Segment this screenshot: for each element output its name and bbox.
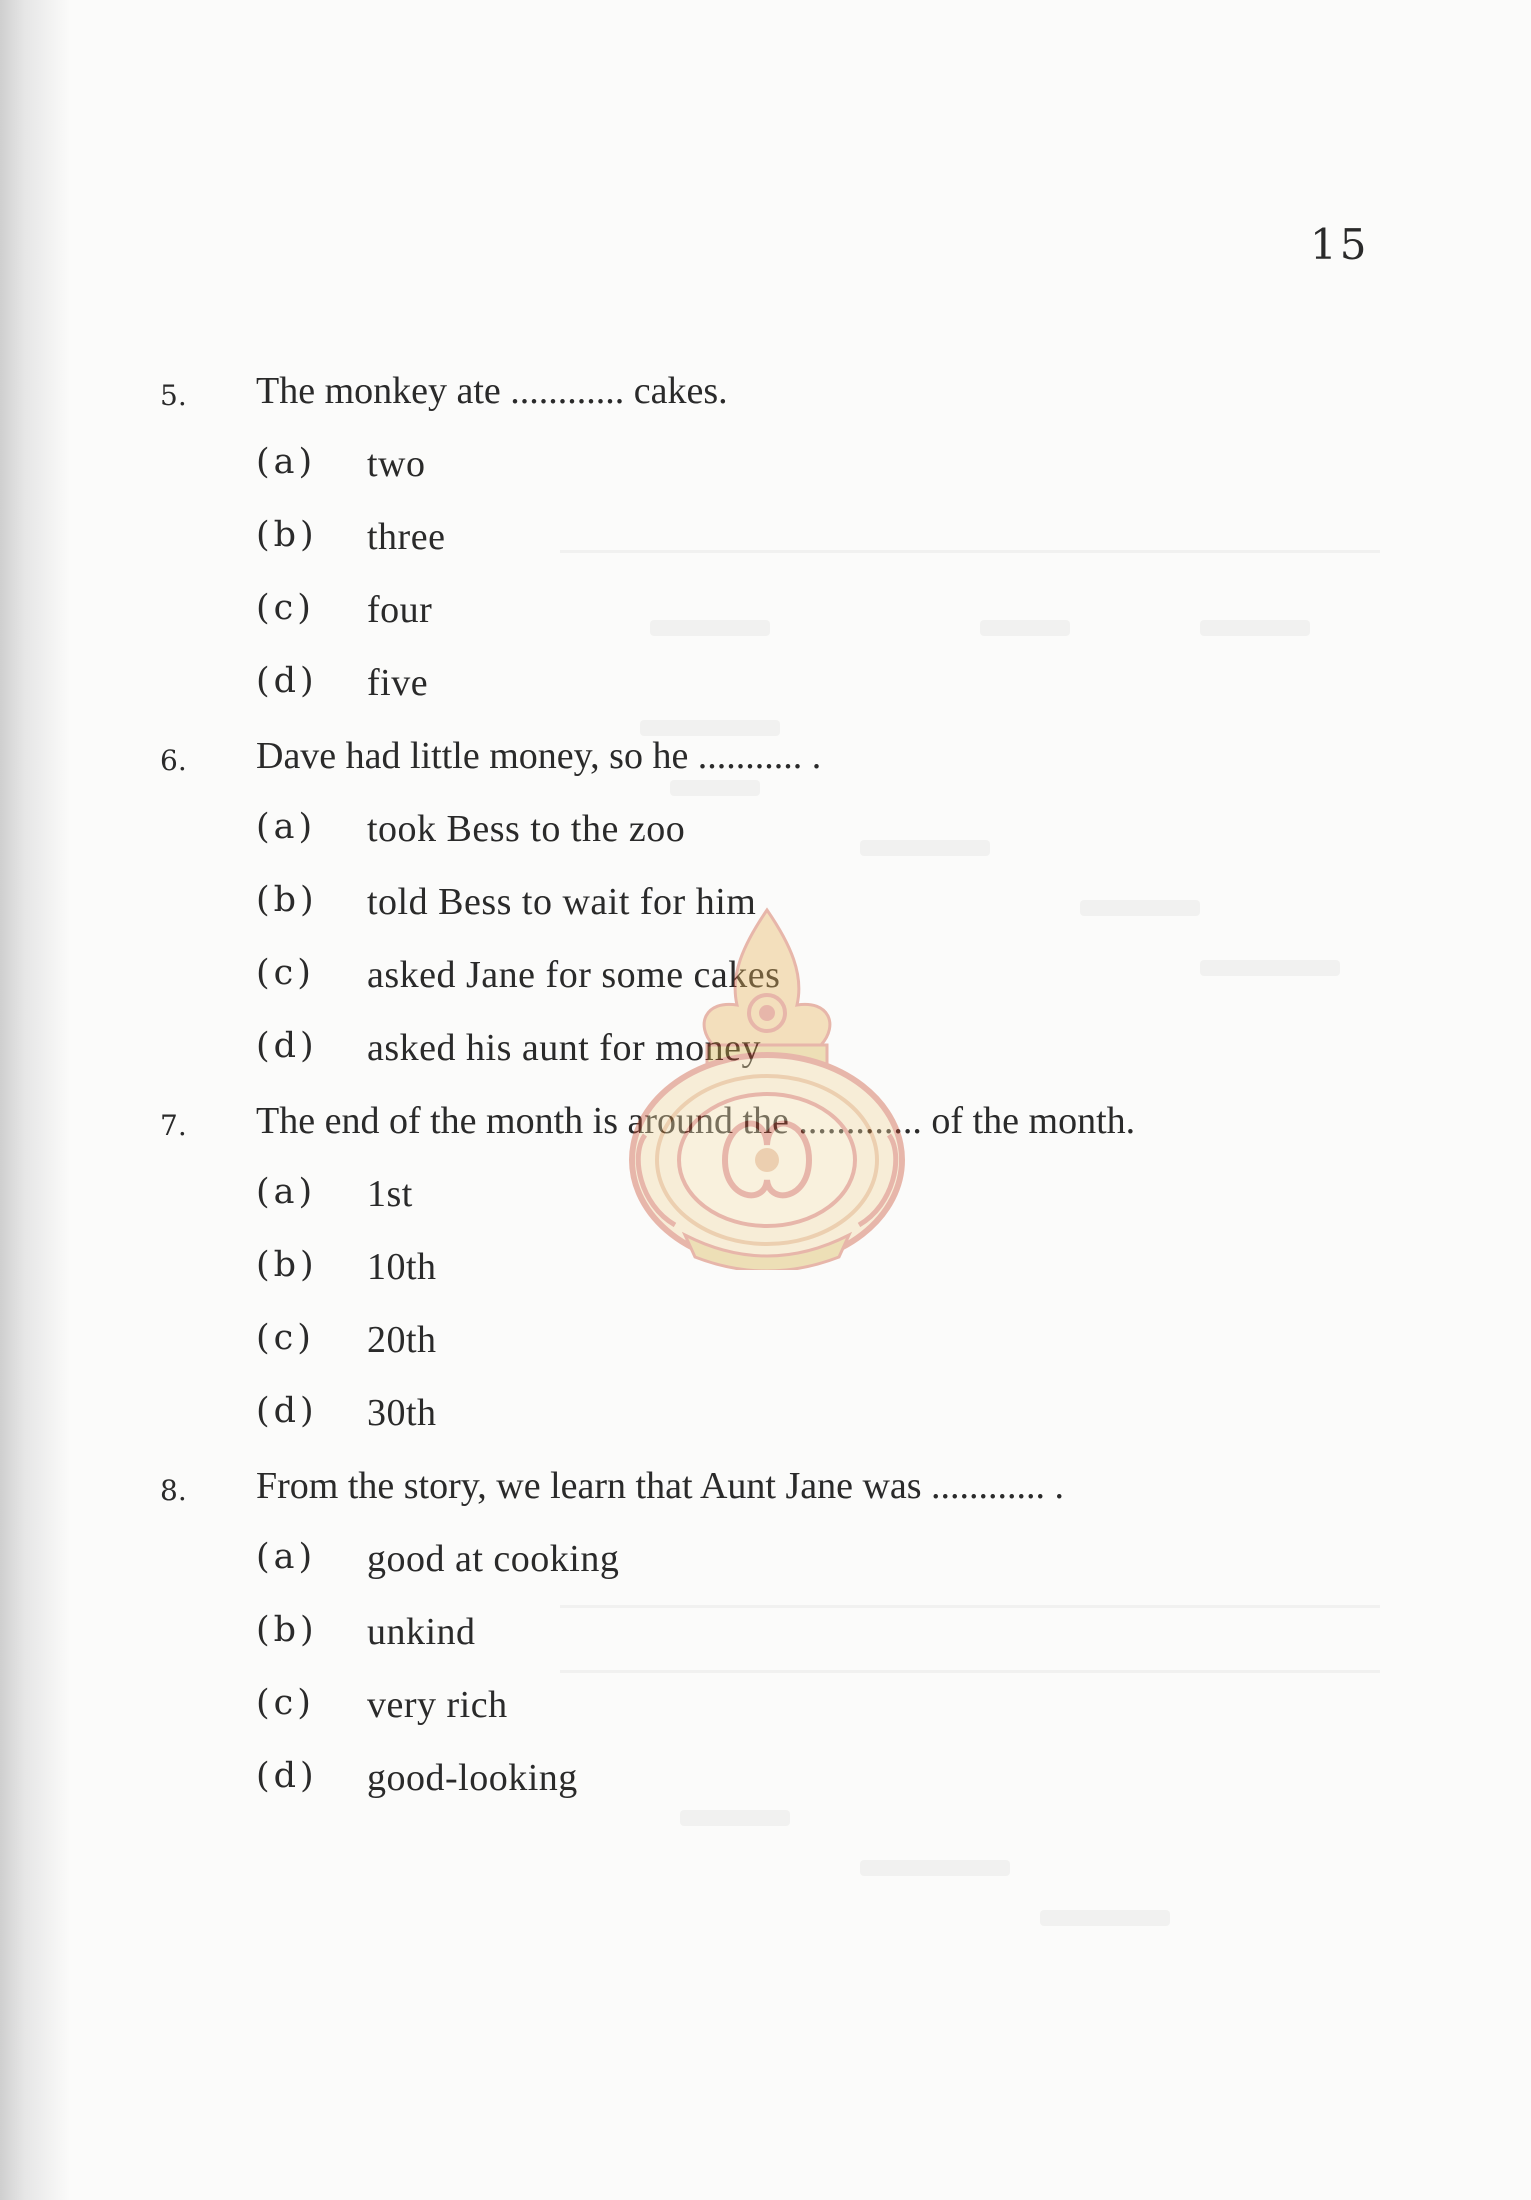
question-stem: Dave had little money, so he ........... .: [256, 735, 822, 777]
option-letter: (a): [256, 1537, 317, 1577]
question-number: 8.: [160, 1474, 187, 1507]
option-letter: (b): [256, 1610, 318, 1650]
option-d: [0, 1752, 1531, 1825]
option-letter: (d): [256, 1391, 318, 1431]
option-text: 30th: [367, 1392, 437, 1434]
question-7: [0, 1095, 1531, 1460]
question-number: 5.: [160, 379, 187, 412]
option-text: asked Jane for some cakes: [367, 954, 781, 996]
option-letter: (a): [256, 807, 317, 847]
option-text: good-looking: [367, 1757, 578, 1799]
option-letter: (d): [256, 661, 318, 701]
option-letter: (b): [256, 880, 318, 920]
option-letter: (b): [256, 1245, 318, 1285]
option-d: [0, 1387, 1531, 1460]
question-number: 6.: [160, 744, 187, 777]
question-stem: The monkey ate ............ cakes.: [256, 370, 728, 412]
question-stem-row: [0, 365, 1531, 438]
option-letter: (d): [256, 1026, 318, 1066]
option-letter: (a): [256, 1172, 317, 1212]
question-stem-row: [0, 730, 1531, 803]
option-letter: (c): [256, 588, 315, 628]
option-a: [0, 438, 1531, 511]
option-text: three: [367, 516, 446, 558]
question-6: [0, 730, 1531, 1095]
question-8: [0, 1460, 1531, 1825]
option-a: [0, 1533, 1531, 1606]
question-list: [0, 365, 1531, 1825]
option-b: [0, 876, 1531, 949]
question-stem-row: [0, 1095, 1531, 1168]
question-number: 7.: [160, 1109, 187, 1142]
option-b: [0, 1241, 1531, 1314]
page-number: 15: [1310, 220, 1370, 269]
option-text: 10th: [367, 1246, 437, 1288]
option-c: [0, 1314, 1531, 1387]
option-letter: (b): [256, 515, 318, 555]
option-d: [0, 1022, 1531, 1095]
option-letter: (c): [256, 1318, 315, 1358]
option-text: 20th: [367, 1319, 437, 1361]
option-c: [0, 949, 1531, 1022]
option-c: [0, 584, 1531, 657]
option-text: five: [367, 662, 429, 704]
option-letter: (a): [256, 442, 317, 482]
option-letter: (d): [256, 1756, 318, 1796]
question-stem: The end of the month is around the ............. of the month.: [256, 1100, 1136, 1142]
option-text: four: [367, 589, 433, 631]
option-text: unkind: [367, 1611, 476, 1653]
option-a: [0, 803, 1531, 876]
option-b: [0, 511, 1531, 584]
option-text: 1st: [367, 1173, 413, 1215]
option-text: two: [367, 443, 426, 485]
option-text: took Bess to the zoo: [367, 808, 686, 850]
option-letter: (c): [256, 953, 315, 993]
option-c: [0, 1679, 1531, 1752]
option-d: [0, 657, 1531, 730]
option-b: [0, 1606, 1531, 1679]
question-stem: From the story, we learn that Aunt Jane was ............ .: [256, 1465, 1065, 1507]
option-text: very rich: [367, 1684, 508, 1726]
option-a: [0, 1168, 1531, 1241]
option-text: told Bess to wait for him: [367, 881, 757, 923]
question-5: [0, 365, 1531, 730]
option-text: good at cooking: [367, 1538, 620, 1580]
option-text: asked his aunt for money: [367, 1027, 762, 1069]
option-letter: (c): [256, 1683, 315, 1723]
question-stem-row: [0, 1460, 1531, 1533]
